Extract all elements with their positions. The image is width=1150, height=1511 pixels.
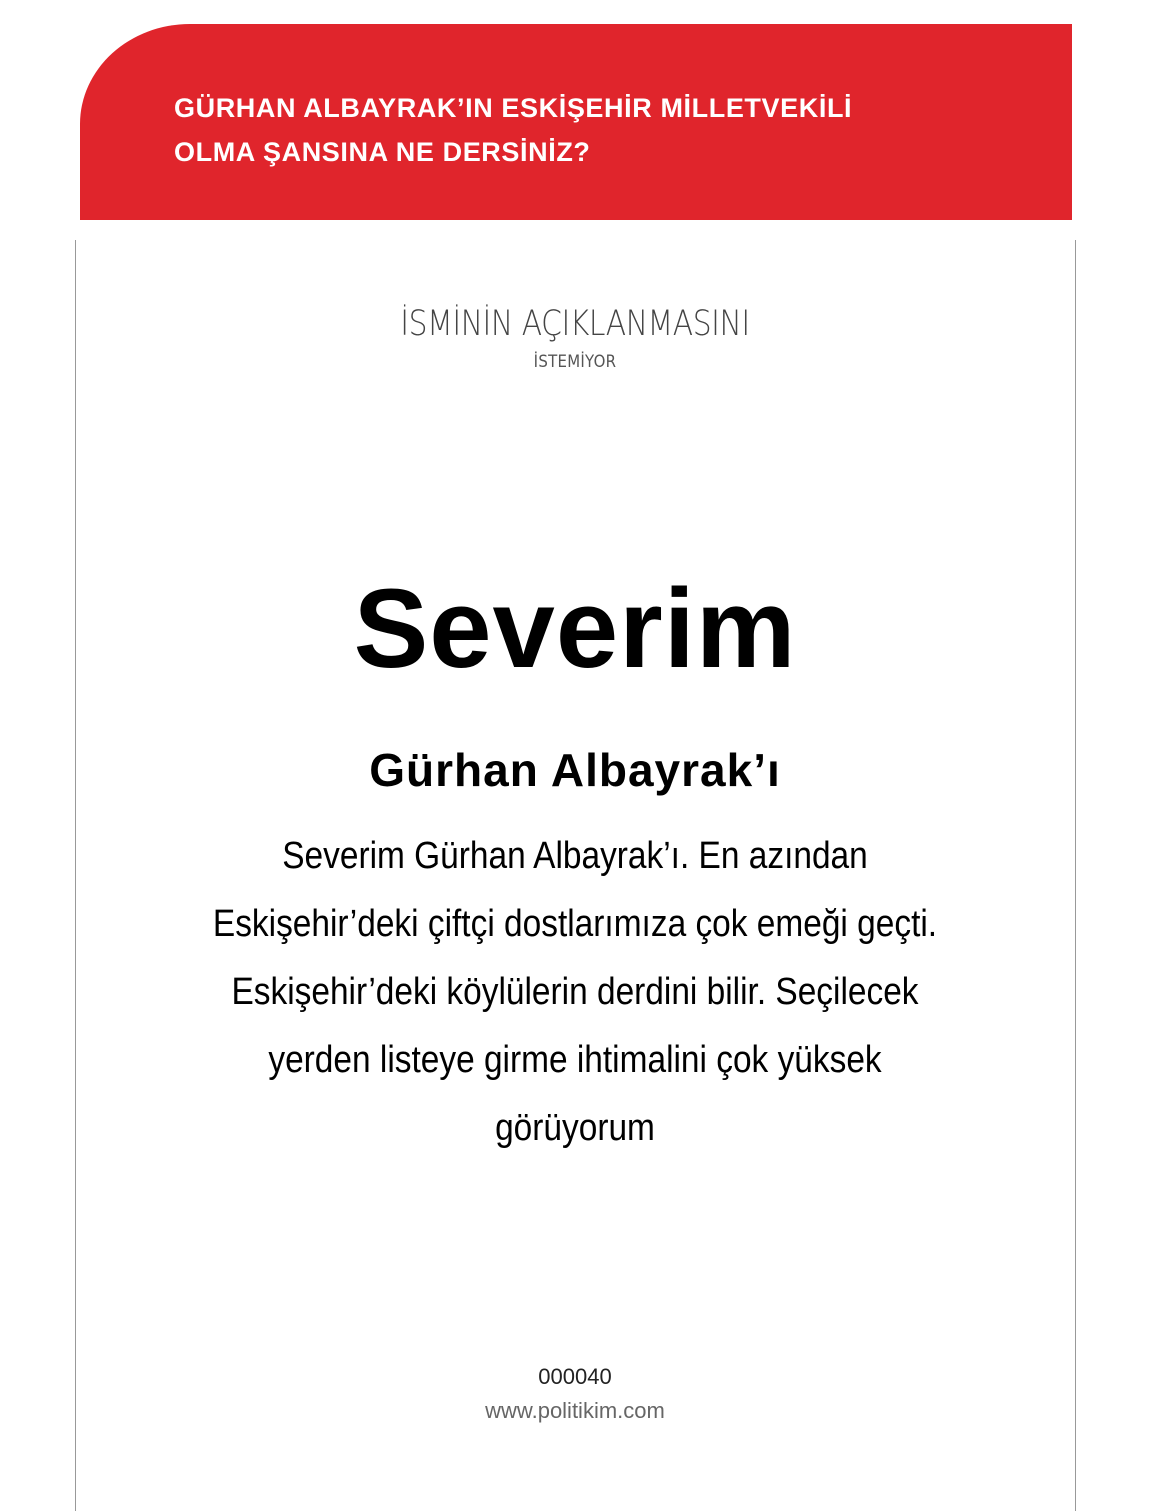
survey-question [174, 86, 1054, 174]
respondent-block [0, 300, 1150, 376]
left-border-line [75, 240, 76, 1511]
response-code: 000040 [538, 1364, 612, 1389]
respondent-name: İSMİNİN AÇIKLANMASINI [400, 304, 750, 344]
right-border-line [1075, 240, 1076, 1511]
comment-line: Eskişehir’deki köylülerin derdini bilir. Seçilecek [231, 971, 919, 1013]
survey-question-line-2: OLMA ŞANSINA NE DERSİNİZ? [174, 137, 591, 167]
survey-question-line-1: GÜRHAN ALBAYRAK’IN ESKİŞEHİR MİLLETVEKİLİ [174, 93, 853, 123]
respondent-status: İSTEMİYOR [533, 352, 617, 372]
answer-headline: Severim [353, 566, 797, 691]
answer-comment [120, 822, 1030, 1162]
answer-subject: Gürhan Albayrak’ı [369, 744, 781, 796]
comment-line: Severim Gürhan Albayrak’ı. En azından [282, 835, 868, 877]
comment-line: yerden listeye girme ihtimalini çok yüksek [268, 1039, 882, 1081]
comment-line: görüyorum [495, 1107, 655, 1149]
website-link[interactable]: www.politikim.com [485, 1398, 665, 1423]
comment-line: Eskişehir’deki çiftçi dostlarımıza çok emeği geçti. [212, 903, 938, 945]
